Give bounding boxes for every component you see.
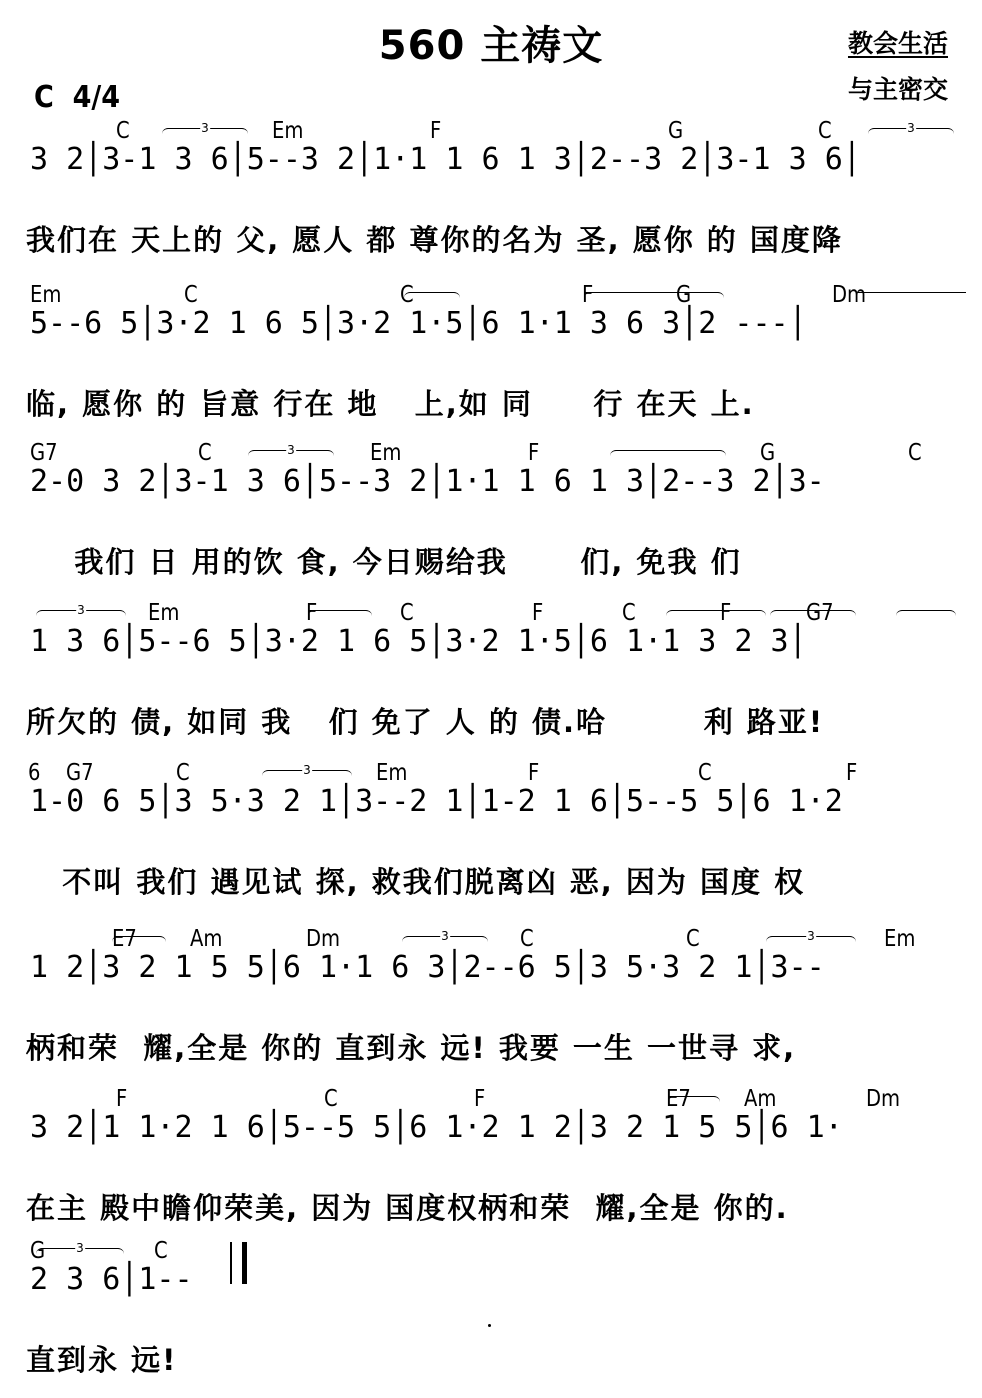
notation-line: 1 2│3 2 1 5 5│6 1·1 6 3│2--6 5│3 5·3 2 1│3-- — [30, 950, 825, 985]
lyrics-line: 不叫 我们 遇见试 探, 救我们脱离凶 恶, 因为 国度 权 — [26, 865, 806, 899]
notation-line: 1-0 6 5│3 5·3 2 1│3--2 1│1-2 1 6│5--5 5│6 1·2 — [30, 784, 843, 819]
notation-line: 3 2│1 1·2 1 6│5--5 5│6 1·2 1 2│3 2 1 5 5│6 1· — [30, 1110, 843, 1145]
chord-symbol: Em — [30, 282, 62, 308]
chord-symbol: C — [154, 1238, 168, 1264]
chord-symbol: F — [474, 1086, 486, 1112]
slur-mark — [666, 610, 766, 621]
music-system-2 — [0, 282, 982, 442]
slur-mark — [668, 1096, 720, 1107]
chord-symbol: Em — [376, 760, 408, 786]
chord-symbol: C — [698, 760, 712, 786]
lyrics-line: 所欠的 债, 如同 我 们 免了 人 的 债.哈 利 路亚! — [26, 705, 825, 739]
chord-symbol: C — [324, 1086, 338, 1112]
notation-line: 2 3 6│1-- — [30, 1262, 193, 1297]
triplet-bracket: 3 — [262, 770, 352, 781]
slur-mark — [404, 292, 460, 303]
chord-symbol: Dm — [866, 1086, 901, 1112]
music-system-6 — [0, 926, 982, 1086]
chord-symbol: C — [184, 282, 198, 308]
slur-mark — [610, 450, 726, 461]
key-signature: C 4/4 — [34, 80, 121, 115]
source-book: 教会生活 — [847, 29, 948, 58]
slur-mark — [308, 610, 372, 621]
triplet-bracket: 3 — [766, 936, 856, 947]
chord-symbol: F — [306, 600, 318, 626]
chord-symbol: Em — [884, 926, 916, 952]
chord-symbol: F — [846, 760, 858, 786]
triplet-bracket: 3 — [36, 610, 126, 621]
chord-symbol: G — [30, 1238, 46, 1264]
chord-symbol: C — [198, 440, 212, 466]
slur-mark — [896, 610, 956, 621]
chord-symbol: Em — [272, 118, 304, 144]
chord-symbol: C — [400, 600, 414, 626]
slur-mark — [584, 292, 724, 303]
chord-symbol: F — [720, 600, 732, 626]
triplet-bracket: 3 — [162, 128, 248, 139]
music-system-8 — [0, 1238, 982, 1398]
lyrics-line: 在主 殿中瞻仰荣美, 因为 国度权柄和荣 耀,全是 你的. — [26, 1191, 789, 1225]
chord-symbol: G7 — [806, 600, 834, 626]
triplet-bracket: 3 — [868, 128, 954, 139]
slur-mark — [858, 292, 966, 303]
lyrics-line: 临, 愿你 的 旨意 行在 地 上,如 同 行 在天 上. — [26, 387, 755, 421]
chord-symbol: F — [528, 760, 540, 786]
chord-symbol: Am — [744, 1086, 777, 1112]
chord-symbol: C — [908, 440, 922, 466]
chord-symbol: G — [668, 118, 684, 144]
lyrics-line: 我们 日 用的饮 食, 今日赐给我 们, 免我 们 — [26, 545, 742, 579]
triplet-bracket: 3 — [36, 1248, 124, 1259]
chord-symbol: G7 — [66, 760, 94, 786]
lyrics-line: 我们在 天上的 父, 愿人 都 尊你的名为 圣, 愿你 的 国度降 — [26, 223, 843, 257]
lyrics-line: 直到永 远! — [26, 1343, 178, 1377]
notation-line: 5--6 5│3·2 1 6 5│3·2 1·5│6 1·1 3 6 3│2 ---│ — [30, 306, 807, 341]
chord-symbol: F — [582, 282, 594, 308]
final-barline — [230, 1242, 247, 1284]
page-dot — [488, 1324, 491, 1327]
music-system-4 — [0, 600, 982, 760]
source-section: 与主密交 — [847, 75, 948, 104]
chord-symbol: G — [760, 440, 776, 466]
chord-symbol: Am — [190, 926, 223, 952]
triplet-bracket: 3 — [402, 936, 488, 947]
chord-symbol: C — [400, 282, 414, 308]
slur-mark — [770, 610, 856, 621]
notation-line: 2-0 3 2│3-1 3 6│5--3 2│1·1 1 6 1 3│2--3 2│3- — [30, 464, 825, 499]
chord-symbol: C — [176, 760, 190, 786]
chord-symbol: C — [520, 926, 534, 952]
chord-symbol: C — [686, 926, 700, 952]
notation-line: 3 2│3-1 3 6│5--3 2│1·1 1 6 1 3│2--3 2│3-1 3 6│ — [30, 142, 861, 177]
chord-symbol: Em — [370, 440, 402, 466]
chord-symbol: C — [622, 600, 636, 626]
chord-symbol: Dm — [832, 282, 867, 308]
chord-symbol: C — [116, 118, 130, 144]
chord-symbol: E7 — [112, 926, 137, 952]
chord-symbol: F — [532, 600, 544, 626]
chord-symbol: Em — [148, 600, 180, 626]
music-system-5 — [0, 760, 982, 920]
music-system-7 — [0, 1086, 982, 1246]
chord-symbol: C — [818, 118, 832, 144]
chord-symbol: F — [116, 1086, 128, 1112]
chord-symbol: F — [430, 118, 442, 144]
chord-symbol: G7 — [30, 440, 58, 466]
music-system-1 — [0, 118, 982, 278]
chord-symbol: 6 — [28, 760, 41, 786]
chord-symbol: F — [528, 440, 540, 466]
music-system-3 — [0, 440, 982, 600]
song-title: 560 主祷文 — [378, 23, 604, 69]
notation-line: 1 3 6│5--6 5│3·2 1 6 5│3·2 1·5│6 1·1 3 2 3│ — [30, 624, 807, 659]
chord-symbol: Dm — [306, 926, 341, 952]
triplet-bracket: 3 — [248, 450, 334, 461]
lyrics-line: 柄和荣 耀,全是 你的 直到永 远! 我要 一生 一世寻 求, — [26, 1031, 797, 1065]
chord-symbol: E7 — [666, 1086, 691, 1112]
slur-mark — [112, 936, 166, 947]
chord-symbol: G — [676, 282, 692, 308]
